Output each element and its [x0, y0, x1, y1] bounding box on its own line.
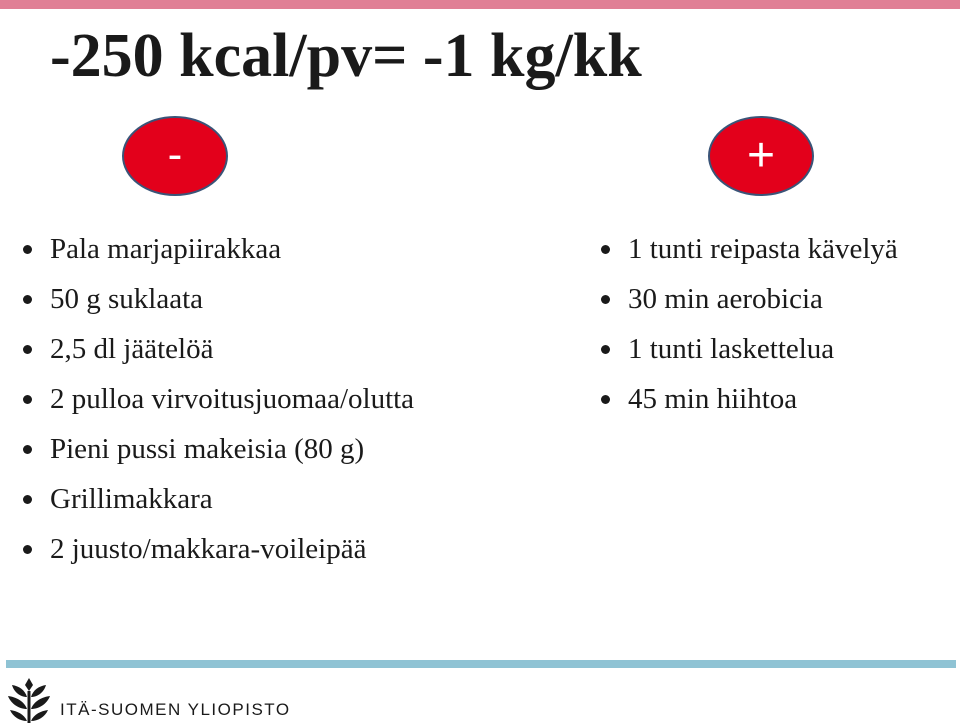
bottom-accent-bar [6, 660, 956, 668]
slide-title: -250 kcal/pv= -1 kg/kk [50, 22, 642, 90]
university-logo-icon [8, 677, 50, 723]
activity-item: 1 tunti laskettelua [601, 324, 898, 374]
activity-item: 30 min aerobicia [601, 274, 898, 324]
food-item: 2,5 dl jäätelöä [23, 324, 414, 374]
plus-circle [708, 116, 814, 196]
food-item: 2 pulloa virvoitusjuomaa/olutta [23, 374, 414, 424]
organization-name: ITÄ-SUOMEN YLIOPISTO [60, 700, 291, 719]
plus-sign: + [746, 129, 776, 182]
food-list [23, 224, 414, 574]
food-item: Pieni pussi makeisia (80 g) [23, 424, 414, 474]
food-item: 2 juusto/makkara-voileipää [23, 524, 414, 574]
food-item: 50 g suklaata [23, 274, 414, 324]
activity-list [601, 224, 898, 424]
activity-item: 45 min hiihtoa [601, 374, 898, 424]
minus-sign: - [167, 130, 183, 179]
top-accent-bar [0, 0, 960, 9]
minus-circle [122, 116, 228, 196]
food-item: Pala marjapiirakkaa [23, 224, 414, 274]
activity-item: 1 tunti reipasta kävelyä [601, 224, 898, 274]
food-item: Grillimakkara [23, 474, 414, 524]
